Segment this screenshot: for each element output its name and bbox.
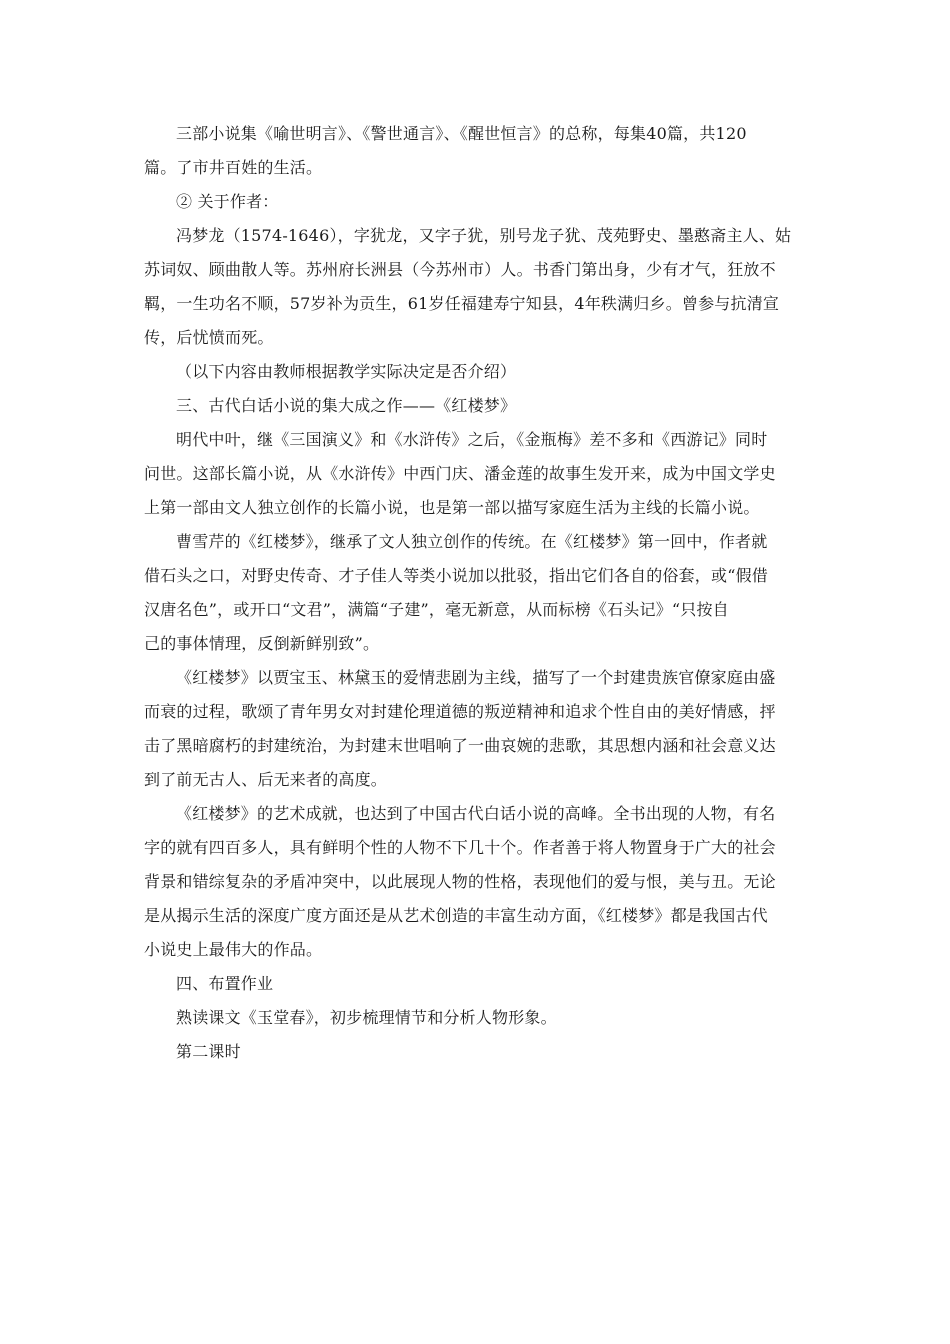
document-page bbox=[144, 117, 808, 1069]
text-line: 借石头之口，对野史传奇、才子佳人等类小说加以批驳，指出它们各自的俗套，或“假借 bbox=[144, 566, 768, 585]
section-heading: 三、古代白话小说的集大成之作——《红楼梦》 bbox=[176, 396, 517, 415]
text-line: 是从揭示生活的深度广度方面还是从艺术创造的丰富生动方面，《红楼梦》都是我国古代 bbox=[144, 906, 768, 925]
text-line: 而衰的过程，歌颂了青年男女对封建伦理道德的叛逆精神和追求个性自由的美好情感，抨 bbox=[144, 702, 776, 721]
text-line: 己的事体情理，反倒新鲜别致”。 bbox=[144, 634, 380, 653]
text-line: 冯梦龙（1574-1646），字犹龙，又字子犹，别号龙子犹、茂苑野史、墨憨斋主人、姑 bbox=[176, 226, 792, 245]
text-line: 上第一部由文人独立创作的长篇小说，也是第一部以描写家庭生活为主线的长篇小说。 bbox=[144, 498, 760, 517]
section-heading: 四、布置作业 bbox=[176, 974, 274, 993]
text-line: 问世。这部长篇小说，从《水浒传》中西门庆、潘金莲的故事生发开来，成为中国文学史 bbox=[144, 464, 776, 483]
text-line: 字的就有四百多人，具有鲜明个性的人物不下几十个。作者善于将人物置身于广大的社会 bbox=[144, 838, 776, 857]
text-line: 苏词奴、顾曲散人等。苏州府长洲县（今苏州市）人。书香门第出身，少有才气，狂放不 bbox=[144, 260, 776, 279]
section-heading: 第二课时 bbox=[176, 1042, 241, 1061]
text-line: 《红楼梦》以贾宝玉、林黛玉的爱情悲剧为主线，描写了一个封建贵族官僚家庭由盛 bbox=[176, 668, 776, 687]
text-line: 传，后忧愤而死。 bbox=[144, 328, 274, 347]
text-line: 明代中叶，继《三国演义》和《水浒传》之后，《金瓶梅》差不多和《西游记》同时 bbox=[176, 430, 768, 449]
text-line: 小说史上最伟大的作品。 bbox=[144, 940, 323, 959]
text-line: 熟读课文《玉堂春》，初步梳理情节和分析人物形象。 bbox=[176, 1008, 557, 1027]
text-line: 《红楼梦》的艺术成就，也达到了中国古代白话小说的高峰。全书出现的人物，有名 bbox=[176, 804, 776, 823]
text-line: 汉唐名色”，或开口“文君”，满篇“子建”，毫无新意，从而标榜《石头记》“只按自 bbox=[144, 600, 729, 619]
text-line: 曹雪芹的《红楼梦》，继承了文人独立创作的传统。在《红楼梦》第一回中，作者就 bbox=[176, 532, 768, 551]
text-line: 背景和错综复杂的矛盾冲突中，以此展现人物的性格，表现他们的爱与恨，美与丑。无论 bbox=[144, 872, 776, 891]
note-line: （以下内容由教师根据教学实际决定是否介绍） bbox=[176, 362, 517, 381]
text-line: 羁，一生功名不顺，57岁补为贡生，61岁任福建寿宁知县，4年秩满归乡。曾参与抗清宣 bbox=[144, 294, 780, 313]
text-line: 到了前无古人、后无来者的高度。 bbox=[144, 770, 388, 789]
text-line: 击了黑暗腐朽的封建统治，为封建末世唱响了一曲哀婉的悲歌，其思想内涵和社会意义达 bbox=[144, 736, 776, 755]
text-line: 篇。了市井百姓的生活。 bbox=[144, 158, 323, 177]
text-line: 三部小说集《喻世明言》、《警世通言》、《醒世恒言》的总称，每集40篇，共120 bbox=[176, 124, 747, 143]
section-heading: ② 关于作者： bbox=[176, 192, 279, 211]
